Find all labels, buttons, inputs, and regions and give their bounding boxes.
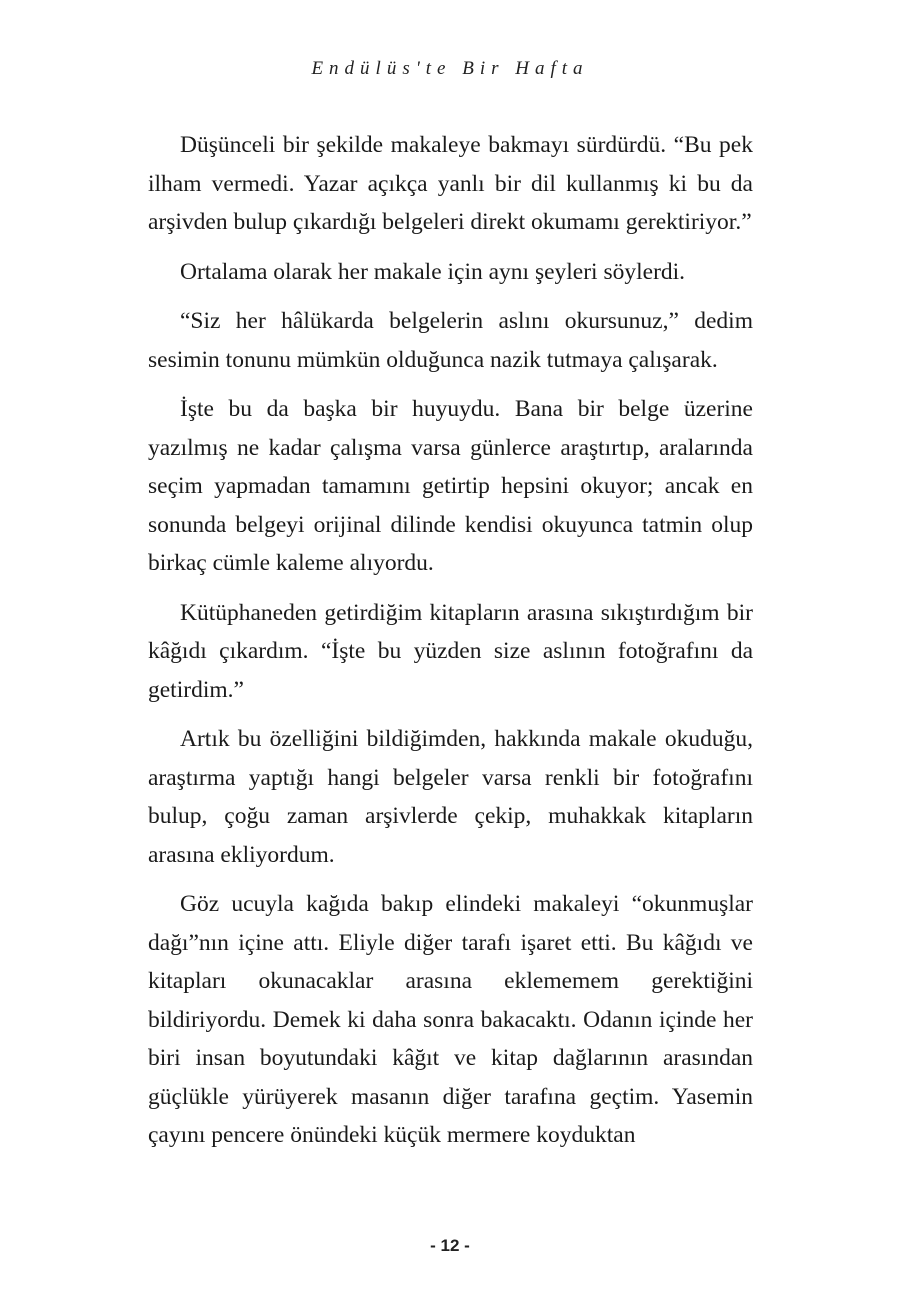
page-number: - 12 - xyxy=(430,1236,470,1255)
paragraph-7: Göz ucuyla kağıda bakıp elindeki makaleyi “okunmuşlar dağı”nın içine attı. Eliyle diğer tarafı işaret etti. Bu kâğıdı ve kitapları okunacaklar arasına eklememem gerektiğini bildiriyordu. Demek ki daha sonra bakacaktı. Odanın içinde her biri insan boyutundaki kâğıt ve kitap dağlarının arasından güçlükle yürüyerek masanın diğer tarafına geçtim. Yasemin çayını pencere önündeki küçük mermere koyduktan xyxy=(148,891,753,1148)
paragraph-1: Düşünceli bir şekilde makaleye bakmayı sürdürdü. “Bu pek ilham vermedi. Yazar açıkça yanlı bir dil kullanmış ki bu da arşivden bulup çıkardığı belgeleri direkt okumamı gerektiriyor.” xyxy=(148,132,753,235)
paragraph-2: Ortalama olarak her makale için aynı şeyleri söylerdi. xyxy=(180,258,686,285)
body-text xyxy=(148,126,753,1166)
paragraph-4: İşte bu da başka bir huyuydu. Bana bir belge üzerine yazılmış ne kadar çalışma varsa günlerce araştırtıp, aralarında seçim yapmadan tamamını getirtip hepsini okuyor; ancak en sonunda belgeyi orijinal dilinde kendisi okuyunca tatmin olup birkaç cümle kaleme alıyordu. xyxy=(148,396,753,576)
paragraph-5: Kütüphaneden getirdiğim kitapların arasına sıkıştırdığım bir kâğıdı çıkardım. “İşte bu yüzden size aslının fotoğrafını da getirdim.” xyxy=(148,599,753,703)
paragraph-3: “Siz her hâlükarda belgelerin aslını okursunuz,” dedim sesimin tonunu mümkün olduğunca nazik tutmaya çalışarak. xyxy=(148,308,753,373)
paragraph-6: Artık bu özelliğini bildiğimden, hakkında makale okuduğu, araştırma yaptığı hangi belgeler varsa renkli bir fotoğrafını bulup, çoğu zaman arşivlerde çekip, muhakkak kitapların arasına ekliyordum. xyxy=(148,726,753,868)
running-header-title: Endülüs'te Bir Hafta xyxy=(311,58,589,79)
